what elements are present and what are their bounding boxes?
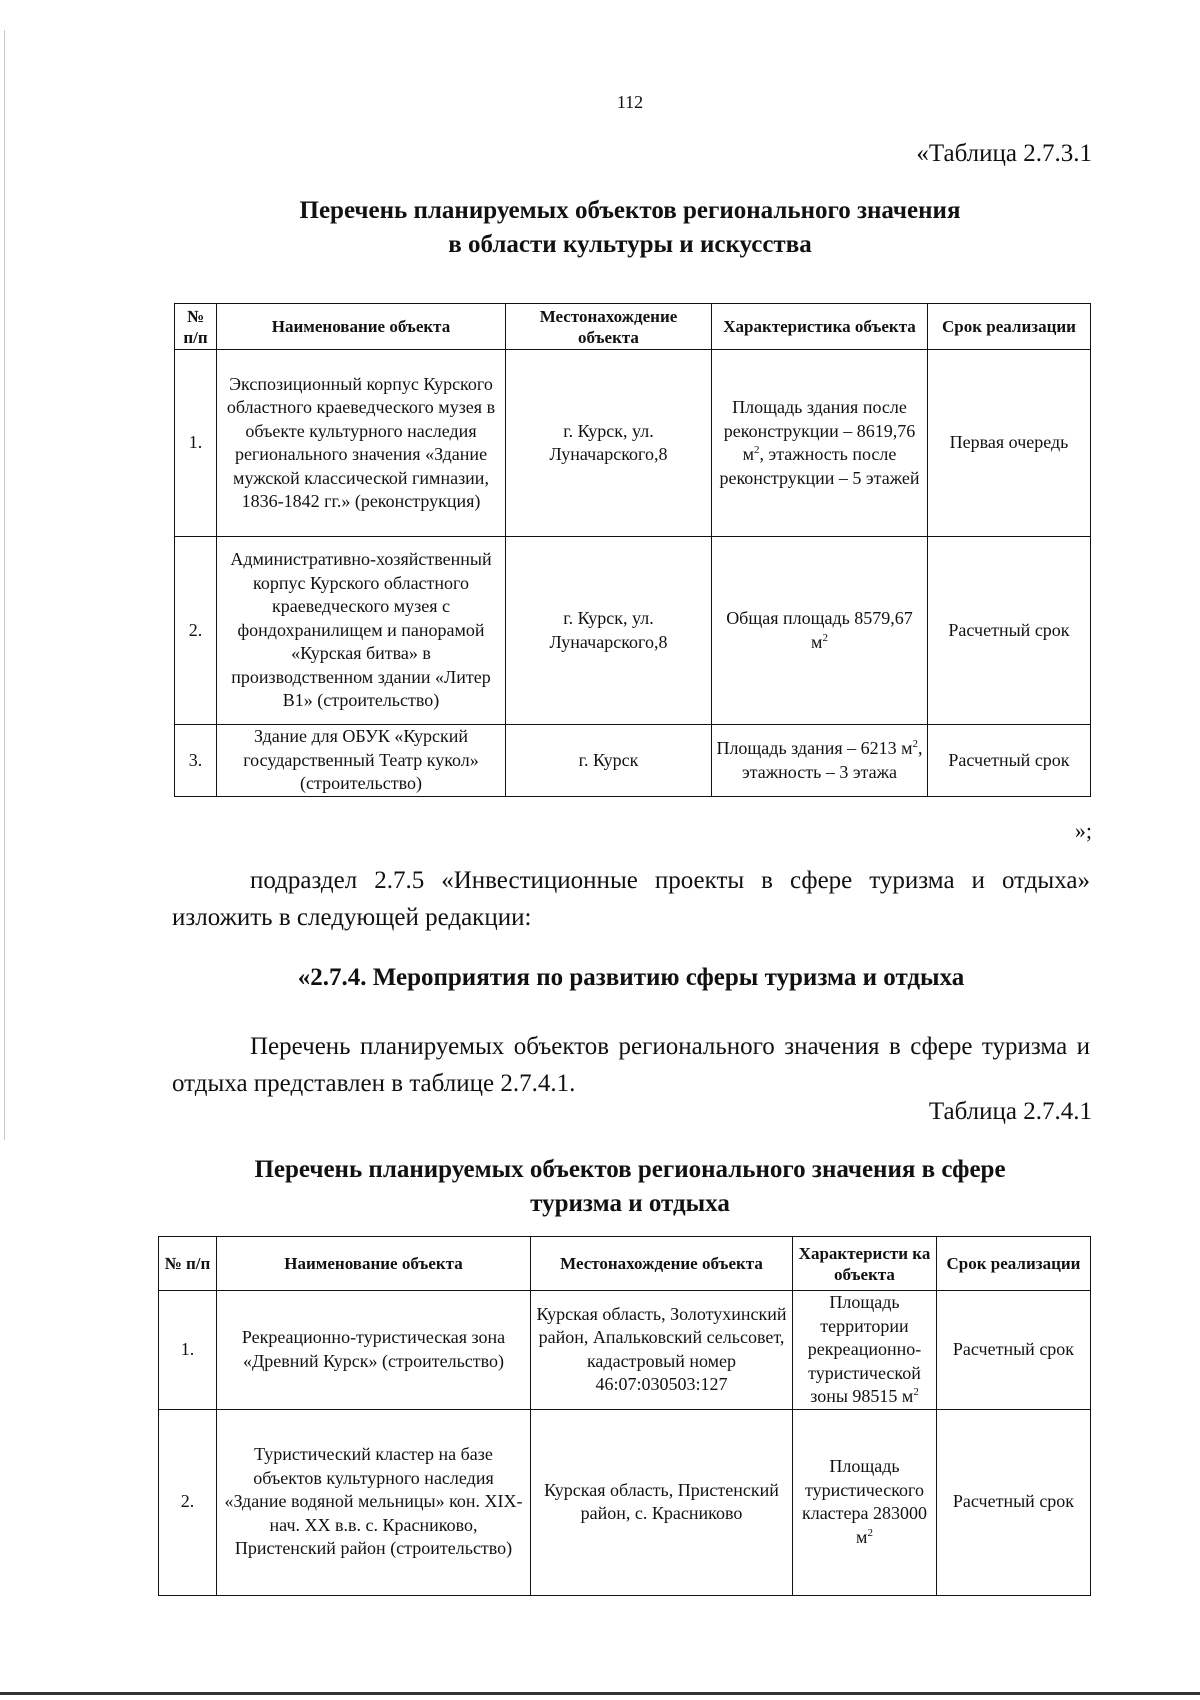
char-text: Площадь туристического кластера 283000 м: [801, 1456, 928, 1547]
page-edge-bottom: [0, 1692, 1200, 1695]
row-characteristic: [712, 725, 928, 797]
table-row: [175, 725, 1091, 797]
row-number: 2.: [159, 1409, 217, 1595]
row-name: Экспозиционный корпус Курского областного краеведческого музея в объекте культурного наследия регионального значения «Здание мужской классической гимназии, 1836-1842 гг.» (реконструкция): [217, 350, 506, 537]
paragraph-subsection: подраздел 2.7.5 «Инвестиционные проекты в сфере туризма и отдыха» изложить в следующей редакции:: [172, 867, 1090, 931]
table2-header-num: № п/п: [159, 1237, 217, 1291]
row-name: Туристический кластер на базе объектов культурного наследия «Здание водяной мельницы» кон. XIX- нач. XX в.в. с. Красниково, Пристенский район (строительство): [217, 1409, 531, 1595]
table-row: [159, 1409, 1091, 1595]
page-edge-left: [4, 30, 5, 1140]
row-term: Расчетный срок: [937, 1291, 1091, 1410]
char-sup: 2: [912, 738, 919, 750]
table1-closing-quote: »;: [1074, 818, 1092, 843]
char-text: Площадь здания после реконструкции – 8619,76 м: [723, 397, 916, 464]
row-number: 3.: [175, 725, 217, 797]
char-sup: 2: [913, 1386, 919, 1398]
page-number: 112: [616, 92, 644, 112]
row-location: г. Курск, ул. Луначарского,8: [506, 537, 712, 725]
table1-title: [170, 194, 1090, 262]
row-number: 1.: [159, 1291, 217, 1410]
table2-header-term: Срок реализации: [937, 1237, 1091, 1291]
table2-title-line2: туризма и отдыха: [530, 1190, 730, 1217]
char-text: Общая площадь 8579,67 м: [726, 608, 913, 652]
table2-header-location: Местонахождение объекта: [531, 1237, 793, 1291]
table1-title-line1: Перечень планируемых объектов регионального значения: [299, 197, 961, 224]
table1: [174, 303, 1091, 797]
row-number: 1.: [175, 350, 217, 537]
char-text-after: , этажность – 3 этажа: [741, 738, 923, 782]
char-sup: 2: [822, 631, 828, 644]
table2: [158, 1236, 1091, 1596]
row-term: Расчетный срок: [928, 725, 1091, 797]
table2-header-name: Наименование объекта: [217, 1237, 531, 1291]
table1-title-line2: в области культуры и искусства: [448, 231, 812, 258]
table-row: [175, 350, 1091, 537]
table1-header-term: Срок реализации: [928, 304, 1091, 350]
row-location: г. Курск, ул. Луначарского,8: [506, 350, 712, 537]
row-term: Расчетный срок: [928, 537, 1091, 725]
table1-header-characteristic: Характеристика объекта: [712, 304, 928, 350]
table1-ref: «Таблица 2.7.3.1: [916, 140, 1092, 167]
section-heading: «2.7.4. Мероприятия по развитию сферы туризма и отдыха: [297, 964, 965, 991]
row-characteristic: [793, 1291, 937, 1410]
table2-header-characteristic: Характеристи ка объекта: [793, 1237, 937, 1291]
row-characteristic: [712, 350, 928, 537]
paragraph-list-intro: Перечень планируемых объектов регионального значения в сфере туризма и отдыха представлен в таблице 2.7.4.1.: [172, 1033, 1090, 1097]
row-name: Здание для ОБУК «Курский государственный Театр кукол» (строительство): [217, 725, 506, 797]
table2-ref: Таблица 2.7.4.1: [928, 1098, 1092, 1125]
table1-header-row: [175, 304, 1091, 350]
row-characteristic: [712, 537, 928, 725]
table2-title-line1: Перечень планируемых объектов регионального значения в сфере: [254, 1156, 1006, 1183]
row-location: Курская область, Пристенский район, с. Красниково: [531, 1409, 793, 1595]
table-row: [159, 1291, 1091, 1410]
row-location: Курская область, Золотухинский район, Апальковский сельсовет, кадастровый номер 46:07:030503:127: [531, 1291, 793, 1410]
row-number: 2.: [175, 537, 217, 725]
char-sup: 2: [753, 444, 760, 456]
char-text: Площадь здания – 6213 м: [716, 738, 913, 758]
char-sup: 2: [867, 1526, 873, 1539]
table-row: [175, 537, 1091, 725]
row-name: Административно-хозяйственный корпус Курского областного краеведческого музея с фондохранилищем и панорамой «Курская битва» в производственном здании «Литер В1» (строительство): [217, 537, 506, 725]
table1-header-num: № п/п: [175, 304, 217, 350]
row-term: Расчетный срок: [937, 1409, 1091, 1595]
row-term: Первая очередь: [928, 350, 1091, 537]
char-text: Площадь территории рекреационно-туристической зоны 98515 м: [807, 1292, 922, 1406]
row-name: Рекреационно-туристическая зона «Древний Курск» (строительство): [217, 1291, 531, 1410]
table2-header-row: [159, 1237, 1091, 1291]
row-location: г. Курск: [506, 725, 712, 797]
table2-title: [170, 1153, 1090, 1221]
row-characteristic: [793, 1409, 937, 1595]
table1-header-location: Местонахождение объекта: [506, 304, 712, 350]
table1-header-name: Наименование объекта: [217, 304, 506, 350]
char-text-after: , этажность после реконструкции – 5 этажей: [719, 444, 920, 488]
